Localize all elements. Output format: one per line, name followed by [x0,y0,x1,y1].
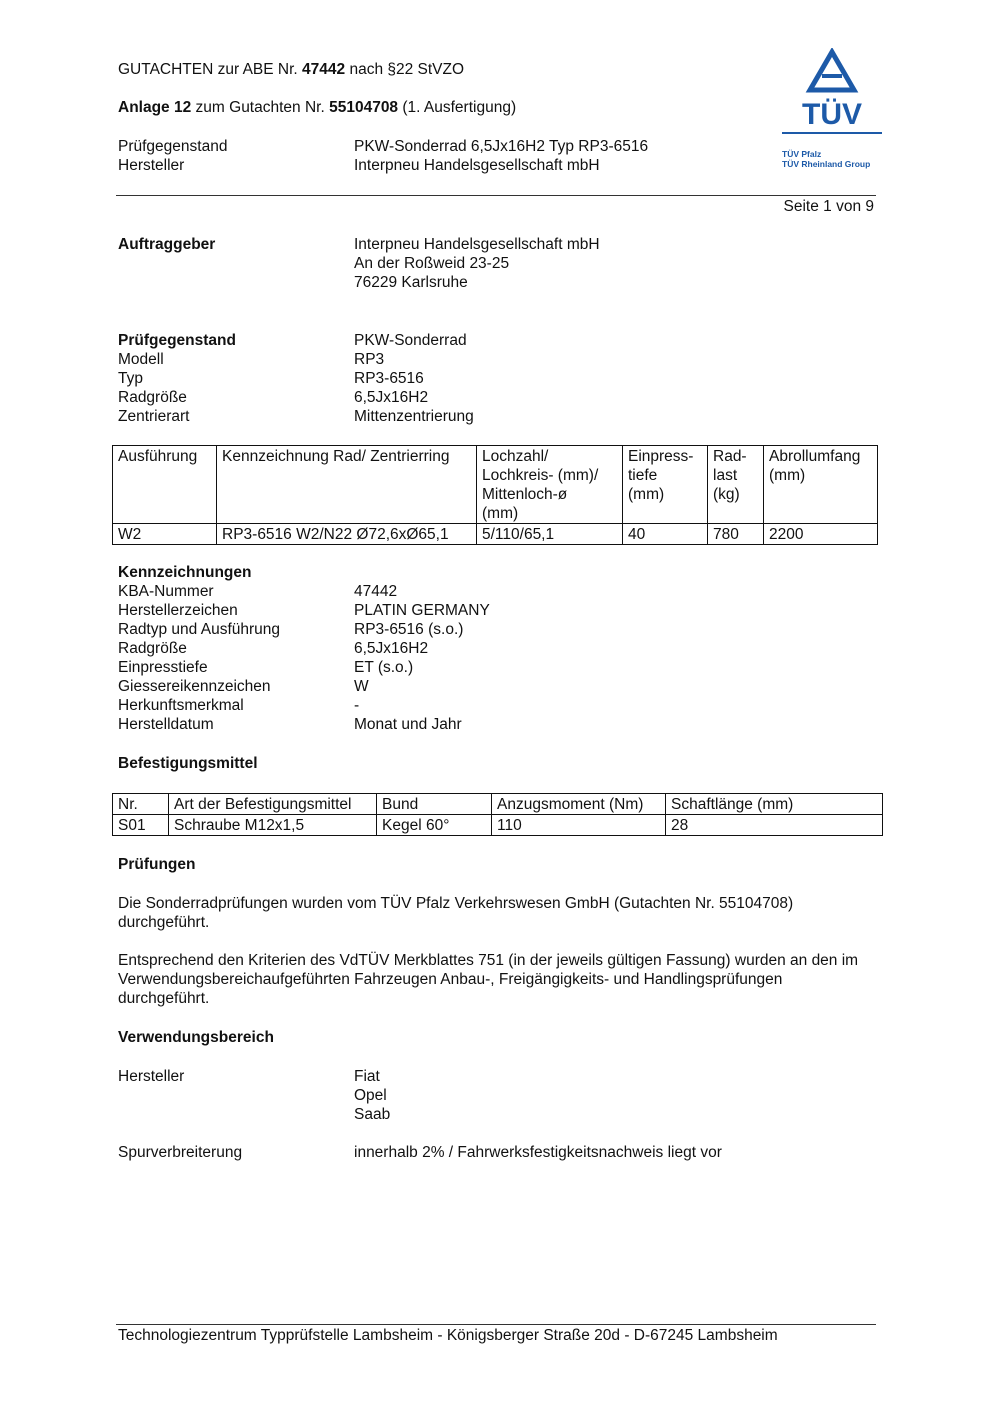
header-info [118,137,648,175]
list-key: Giessereikennzeichen [118,678,271,695]
list-item [118,658,490,677]
auftraggeber-label: Auftraggeber [118,236,216,253]
table-header-cell: Art der Befestigungsmittel [169,794,377,815]
footer-text: Technologiezentrum Typprüfstelle Lambsheim - Königsberger Straße 20d - D-67245 Lambsheim [118,1327,778,1344]
table-cell: 5/110/65,1 [477,524,623,545]
verwendung-label: Verwendungsbereich [118,1029,274,1046]
header-value: PKW-Sonderrad 6,5Jx16H2 Typ RP3-6516 [354,138,649,155]
table-cell: 40 [623,524,708,545]
befestigung-table [112,793,883,836]
footer-divider [116,1324,876,1325]
table-cell: 780 [708,524,764,545]
pruefgegenstand-val: Mittenzentrierung [354,408,474,425]
befestigung-label: Befestigungsmittel [118,755,258,772]
logo-sub-1: TÜV Pfalz [782,149,822,159]
header-line-2-mid: zum Gutachten Nr. [195,99,325,116]
logo-sub-2: TÜV Rheinland Group [782,159,871,169]
header-line-1 [118,60,464,79]
tuev-logo [780,48,884,181]
pruefgegenstand-row [118,350,474,369]
rad-table [112,445,878,545]
tuev-triangle-icon [780,48,884,176]
list-key: Herkunftsmerkmal [118,697,244,714]
header-row [118,137,648,156]
pruefungen-paragraph-2: Entsprechend den Kriterien des VdTÜV Merkblattes 751 (in der jeweils gültigen Fassung) wurden an den im Verwendungsbereichaufgeführten Fahrzeugen Anbau-, Freigängigkeits- und Handlingsprüfungen durchgeführt. [118,952,859,1007]
list-value: 6,5Jx16H2 [354,640,429,657]
auftraggeber-row [118,273,600,292]
table-row [113,815,883,836]
pruefgegenstand-row [118,331,474,350]
list-key: Herstelldatum [118,716,214,733]
header-row [118,156,648,175]
table-cell: S01 [113,815,169,836]
pruefgegenstand-row [118,388,474,407]
pruefgegenstand-label: Prüfgegenstand [118,332,236,349]
table-cell: 28 [666,815,883,836]
list-item [118,1086,390,1105]
table-header-row [113,446,878,524]
table-cell: 2200 [764,524,878,545]
pruefgegenstand-key: Zentrierart [118,408,190,425]
kennzeichnungen-list [118,582,490,734]
pruefgegenstand-value: PKW-Sonderrad [354,332,467,349]
list-value: RP3-6516 (s.o.) [354,621,464,638]
pruefgegenstand-val: 6,5Jx16H2 [354,389,429,406]
hersteller-label: Hersteller [118,1068,185,1085]
spurverbreiterung [118,1143,722,1162]
list-item [118,639,490,658]
auftraggeber-line: Interpneu Handelsgesellschaft mbH [354,236,600,253]
header-key: Hersteller [118,157,185,174]
list-item [118,1105,390,1124]
list-item [118,601,490,620]
list-key: Radtyp und Ausführung [118,621,281,638]
list-value: W [354,678,369,695]
header-key: Prüfgegenstand [118,138,228,155]
spur-label: Spurverbreiterung [118,1144,243,1161]
auftraggeber-section [118,235,600,292]
list-item [118,1143,722,1162]
pruefgegenstand-row [118,369,474,388]
list-item [118,620,490,639]
auftraggeber-row [118,235,600,254]
header-line-2-suffix: (1. Ausfertigung) [402,99,517,116]
list-value: - [354,697,360,714]
gutachten-number: 55104708 [329,99,399,116]
header-line-2 [118,98,516,117]
header-line-1-prefix: GUTACHTEN zur ABE Nr. [118,61,298,78]
list-value: 47442 [354,583,398,600]
pruefgegenstand-val: RP3 [354,351,385,368]
pruefgegenstand-key: Modell [118,351,164,368]
logo-text: TÜV [802,98,862,131]
verwendung-hersteller [118,1067,390,1124]
table-cell: RP3-6516 W2/N22 Ø72,6xØ65,1 [217,524,477,545]
hersteller-value: Opel [354,1087,387,1104]
pruefgegenstand-key: Typ [118,370,143,387]
list-key: Einpresstiefe [118,659,208,676]
table-cell: W2 [113,524,217,545]
table-header-cell: Lochzahl/ Lochkreis- (mm)/ Mittenloch-ø (mm) [477,446,623,524]
pruefgegenstand-key: Radgröße [118,389,187,406]
list-item [118,715,490,734]
list-item [118,1067,390,1086]
pruefungen-paragraph-1: Die Sonderradprüfungen wurden vom TÜV Pfalz Verkehrswesen GmbH (Gutachten Nr. 55104708) durchgeführt. [118,895,794,931]
table-header-cell: Kennzeichnung Rad/ Zentrierring [217,446,477,524]
abe-number: 47442 [302,61,346,78]
table-cell: 110 [492,815,666,836]
list-key: KBA-Nummer [118,583,214,600]
spur-value: innerhalb 2% / Fahrwerksfestigkeitsnachweis liegt vor [354,1144,722,1161]
hersteller-value: Fiat [354,1068,380,1085]
table-header-cell: Bund [377,794,492,815]
header-divider [116,195,876,196]
table-header-row [113,794,883,815]
list-item [118,582,490,601]
pruefgegenstand-val: RP3-6516 [354,370,424,387]
pruefgegenstand-section [118,331,474,426]
list-key: Herstellerzeichen [118,602,238,619]
list-value: ET (s.o.) [354,659,414,676]
page-number: Seite 1 von 9 [783,198,874,215]
pruefungen-label: Prüfungen [118,856,196,873]
auftraggeber-line: 76229 Karlsruhe [354,274,468,291]
header-line-1-suffix: nach §22 StVZO [349,61,465,78]
kennzeichnungen-label: Kennzeichnungen [118,564,252,581]
list-item [118,677,490,696]
table-cell: Schraube M12x1,5 [169,815,377,836]
table-row [113,524,878,545]
auftraggeber-line: An der Roßweid 23-25 [354,255,510,272]
table-header-cell: Abrollumfang (mm) [764,446,878,524]
list-value: PLATIN GERMANY [354,602,490,619]
list-value: Monat und Jahr [354,716,462,733]
hersteller-value: Saab [354,1106,391,1123]
list-key: Radgröße [118,640,187,657]
table-header-cell: Ausführung [113,446,217,524]
table-header-cell: Schaftlänge (mm) [666,794,883,815]
table-header-cell: Rad- last (kg) [708,446,764,524]
table-header-cell: Anzugsmoment (Nm) [492,794,666,815]
list-item [118,696,490,715]
anlage-label: Anlage 12 [118,99,192,116]
table-header-cell: Einpress- tiefe (mm) [623,446,708,524]
header-value: Interpneu Handelsgesellschaft mbH [354,157,600,174]
pruefgegenstand-row [118,407,474,426]
table-cell: Kegel 60° [377,815,492,836]
auftraggeber-row [118,254,600,273]
table-header-cell: Nr. [113,794,169,815]
